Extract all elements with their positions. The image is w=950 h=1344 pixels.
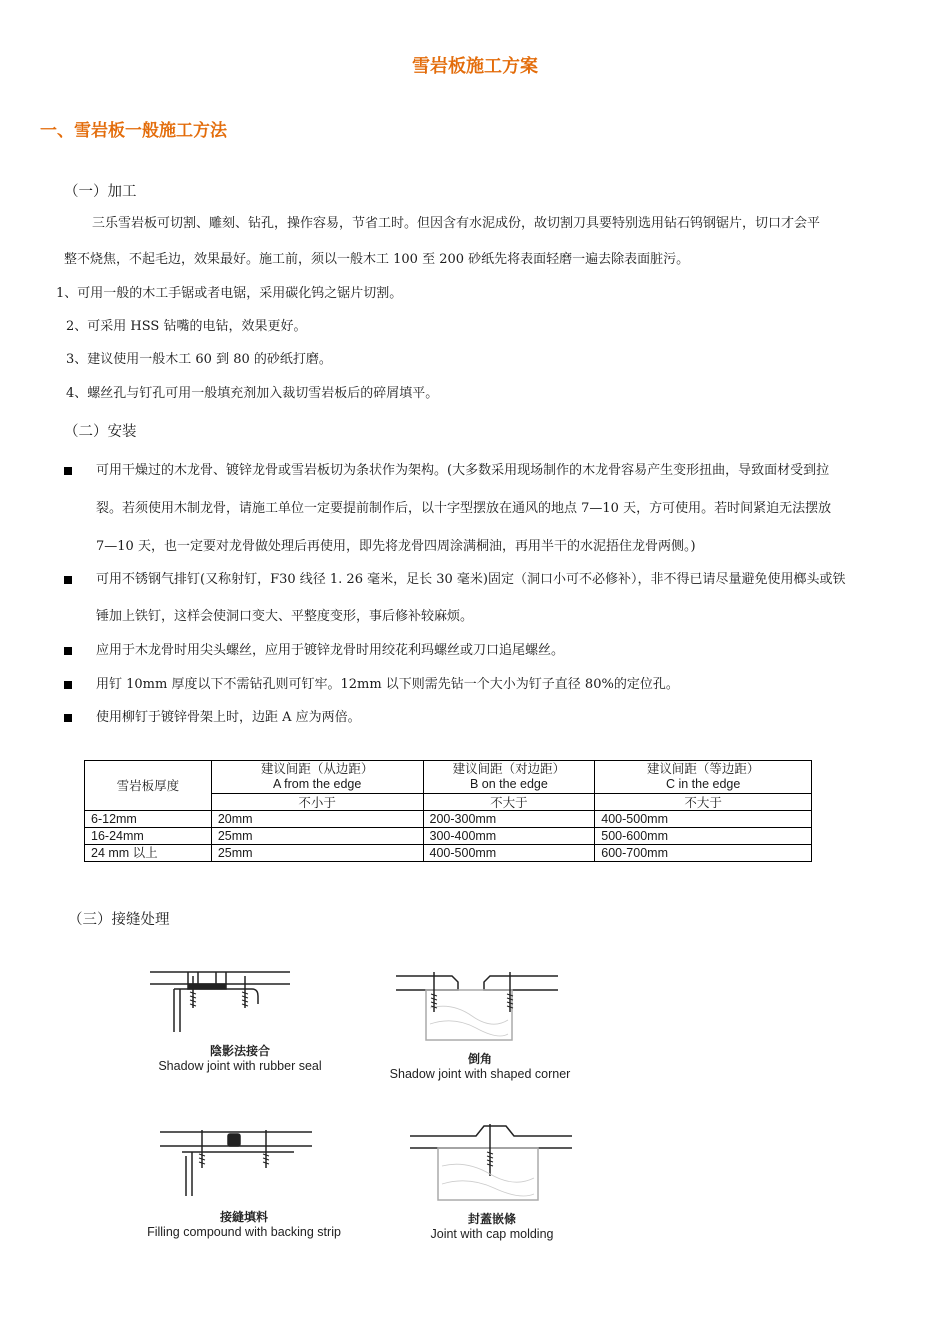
install-bullet-1-line2: 裂。若须使用木制龙骨，请施工单位一定要提前制作后，以十字型摆放在通风的地点 7—10 天，方可使用。若时间紧迫无法摆放 xyxy=(96,501,832,516)
table-header-thickness: 雪岩板厚度 xyxy=(85,761,212,811)
table-header-a xyxy=(211,761,423,794)
table-row xyxy=(85,811,812,828)
caption-en: Shadow joint with shaped corner xyxy=(389,1067,571,1081)
caption-en: Joint with cap molding xyxy=(430,1227,554,1241)
processing-item-1: 1、可用一般的木工手锯或者电锯，采用碳化钨之锯片切割。 xyxy=(56,286,403,301)
subheading-joints: （三）接缝处理 xyxy=(68,912,170,928)
diagram-cap-molding xyxy=(406,1122,576,1206)
bullet-square-icon xyxy=(64,714,72,722)
install-bullet-2-line1: 可用不锈钢气排钉(又称射钉，F30 线径 1. 26 毫米，足长 30 毫米)固定（洞口小可不必修补），非不得已请尽量避免使用榔头或铁 xyxy=(96,572,846,587)
caption-cn: 陰影法接合 xyxy=(209,1044,270,1058)
caption-cn: 倒角 xyxy=(467,1052,492,1066)
install-bullet-1-line3: 7—10 天，也一定要对龙骨做处理后再使用，即先将龙骨四周涂满桐油，再用半干的水泥捂住龙骨两侧。) xyxy=(96,539,696,554)
cell-a: 20mm xyxy=(211,811,423,828)
diagram-caption-4 xyxy=(362,1210,622,1241)
cell-b: 400-500mm xyxy=(423,845,595,862)
subheading-installation: （二）安装 xyxy=(64,424,137,440)
section-heading-1: 一、雪岩板一般施工方法 xyxy=(40,121,227,141)
col-c-condition: 不大于 xyxy=(595,794,812,811)
cell-thickness: 24 mm 以上 xyxy=(85,845,212,862)
cell-a: 25mm xyxy=(211,828,423,845)
col-a-cn: 建议间距（从边距） xyxy=(260,762,374,776)
diagram-shaped-corner xyxy=(392,968,562,1048)
table-row xyxy=(85,845,812,862)
col-b-condition: 不大于 xyxy=(423,794,595,811)
caption-en: Filling compound with backing strip xyxy=(147,1225,341,1239)
install-bullet-2-line2: 锤加上铁钉，这样会使洞口变大、平整度变形，事后修补较麻烦。 xyxy=(96,609,474,624)
subheading-processing: （一）加工 xyxy=(64,184,137,200)
cell-c: 500-600mm xyxy=(595,828,812,845)
cell-c: 400-500mm xyxy=(595,811,812,828)
processing-intro-line1: 三乐雪岩板可切割、雕刻、钻孔，操作容易，节省工时。但因含有水泥成份，故切割刀具要特别选用钻石钨钢锯片，切口才会平 xyxy=(92,216,821,231)
diagram-filling-compound xyxy=(156,1126,316,1202)
caption-cn: 封蓋嵌條 xyxy=(467,1212,516,1226)
processing-item-4: 4、螺丝孔与钉孔可用一般填充剂加入裁切雪岩板后的碎屑填平。 xyxy=(66,386,439,401)
table-row xyxy=(85,828,812,845)
cell-thickness: 16-24mm xyxy=(85,828,212,845)
install-bullet-5: 使用柳钉于镀锌骨架上时，边距 A 应为两倍。 xyxy=(96,710,361,725)
diagram-caption-2 xyxy=(350,1050,610,1081)
col-c-en: C in the edge xyxy=(665,777,741,791)
cell-b: 300-400mm xyxy=(423,828,595,845)
bullet-square-icon xyxy=(64,681,72,689)
processing-item-3: 3、建议使用一般木工 60 到 80 的砂纸打磨。 xyxy=(66,352,332,367)
spacing-table xyxy=(84,760,812,862)
bullet-square-icon xyxy=(64,647,72,655)
caption-cn: 接縫填料 xyxy=(219,1210,268,1224)
table-header-b xyxy=(423,761,595,794)
cell-a: 25mm xyxy=(211,845,423,862)
col-a-en: A from the edge xyxy=(273,777,362,791)
col-b-cn: 建议间距（对边距） xyxy=(452,762,566,776)
processing-intro-line2: 整不烧焦，不起毛边，效果最好。施工前，须以一般木工 100 至 200 砂纸先将表面轻磨一遍去除表面脏污。 xyxy=(64,252,690,267)
install-bullet-4: 用钉 10mm 厚度以下不需钻孔则可钉牢。12mm 以下则需先钻一个大小为钉子直径 80%的定位孔。 xyxy=(96,677,679,692)
cell-thickness: 6-12mm xyxy=(85,811,212,828)
col-b-en: B on the edge xyxy=(469,777,548,791)
caption-en: Shadow joint with rubber seal xyxy=(158,1059,322,1073)
diagram-caption-3 xyxy=(114,1208,374,1239)
cell-b: 200-300mm xyxy=(423,811,595,828)
install-bullet-1-line1: 可用干燥过的木龙骨、镀锌龙骨或雪岩板切为条状作为架构。(大多数采用现场制作的木龙骨容易产生变形扭曲，导致面材受到拉 xyxy=(96,463,830,478)
col-a-condition: 不小于 xyxy=(211,794,423,811)
col-c-cn: 建议间距（等边距） xyxy=(646,762,760,776)
table-header-c xyxy=(595,761,812,794)
diagram-caption-1 xyxy=(110,1042,370,1073)
diagram-rubber-seal xyxy=(140,962,300,1042)
bullet-square-icon xyxy=(64,467,72,475)
processing-item-2: 2、可采用 HSS 钻嘴的电钻，效果更好。 xyxy=(66,319,307,334)
bullet-square-icon xyxy=(64,576,72,584)
page-title: 雪岩板施工方案 xyxy=(412,56,538,77)
install-bullet-3: 应用于木龙骨时用尖头螺丝，应用于镀锌龙骨时用绞花利玛螺丝或刀口追尾螺丝。 xyxy=(96,643,565,658)
cell-c: 600-700mm xyxy=(595,845,812,862)
